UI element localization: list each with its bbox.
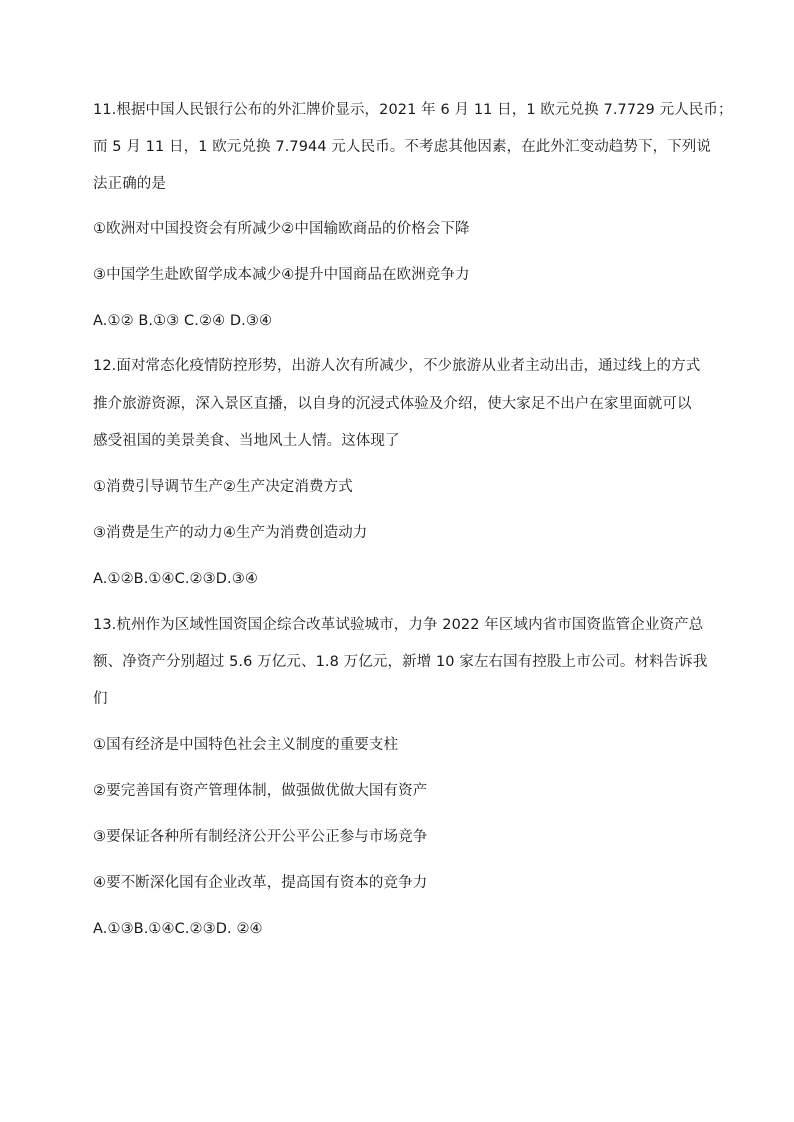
question-11-stem-line-2: 而 5 月 11 日，1 欧元兑换 7.7944 元人民币。不考虑其他因素，在此外汇变动趋势下，下列说	[93, 139, 711, 155]
question-13-stem-line-3: 们	[93, 691, 108, 707]
question-11-stem-line-1: 11.根据中国人民银行公布的外汇牌价显示，2021 年 6 月 11 日，1 欧元兑换 7.7729 元人民币；	[93, 102, 733, 118]
question-11-answers: A.①② B.①③ C.②④ D.③④	[93, 313, 273, 329]
question-11-option-line-2: ③中国学生赴欧留学成本减少④提升中国商品在欧洲竞争力	[93, 267, 470, 283]
question-13-stem-line-1: 13.杭州作为区域性国资国企综合改革试验城市，力争 2022 年区域内省市国资监管企业资产总	[93, 617, 704, 633]
question-12-option-line-1: ①消费引导调节生产②生产决定消费方式	[93, 479, 353, 495]
question-13-option-line-2: ②要完善国有资产管理体制，做强做优做大国有资产	[93, 783, 428, 799]
question-11-stem-line-3: 法正确的是	[93, 176, 166, 192]
question-13-option-line-4: ④要不断深化国有企业改革，提高国有资本的竞争力	[93, 875, 428, 891]
question-12-stem-line-1: 12.面对常态化疫情防控形势，出游人次有所减少，不少旅游从业者主动出击，通过线上的方式	[93, 358, 701, 374]
question-12-answers: A.①②B.①④C.②③D.③④	[93, 571, 258, 587]
question-13-option-line-3: ③要保证各种所有制经济公开公平公正参与市场竞争	[93, 829, 428, 845]
question-12-stem-line-2: 推介旅游资源，深入景区直播，以自身的沉浸式体验及介绍，使大家足不出户在家里面就可以	[93, 396, 692, 412]
question-13-answers: A.①③B.①④C.②③D. ②④	[93, 921, 263, 937]
question-13-option-line-1: ①国有经济是中国特色社会主义制度的重要支柱	[93, 737, 399, 753]
question-13-stem-line-2: 额、净资产分别超过 5.6 万亿元、1.8 万亿元，新增 10 家左右国有控股上市公司。材料告诉我	[93, 654, 708, 670]
question-12-stem-line-3: 感受祖国的美景美食、当地风土人情。这体现了	[93, 433, 400, 449]
question-12-option-line-2: ③消费是生产的动力④生产为消费创造动力	[93, 525, 368, 541]
question-11-option-line-1: ①欧洲对中国投资会有所减少②中国输欧商品的价格会下降	[93, 221, 470, 237]
